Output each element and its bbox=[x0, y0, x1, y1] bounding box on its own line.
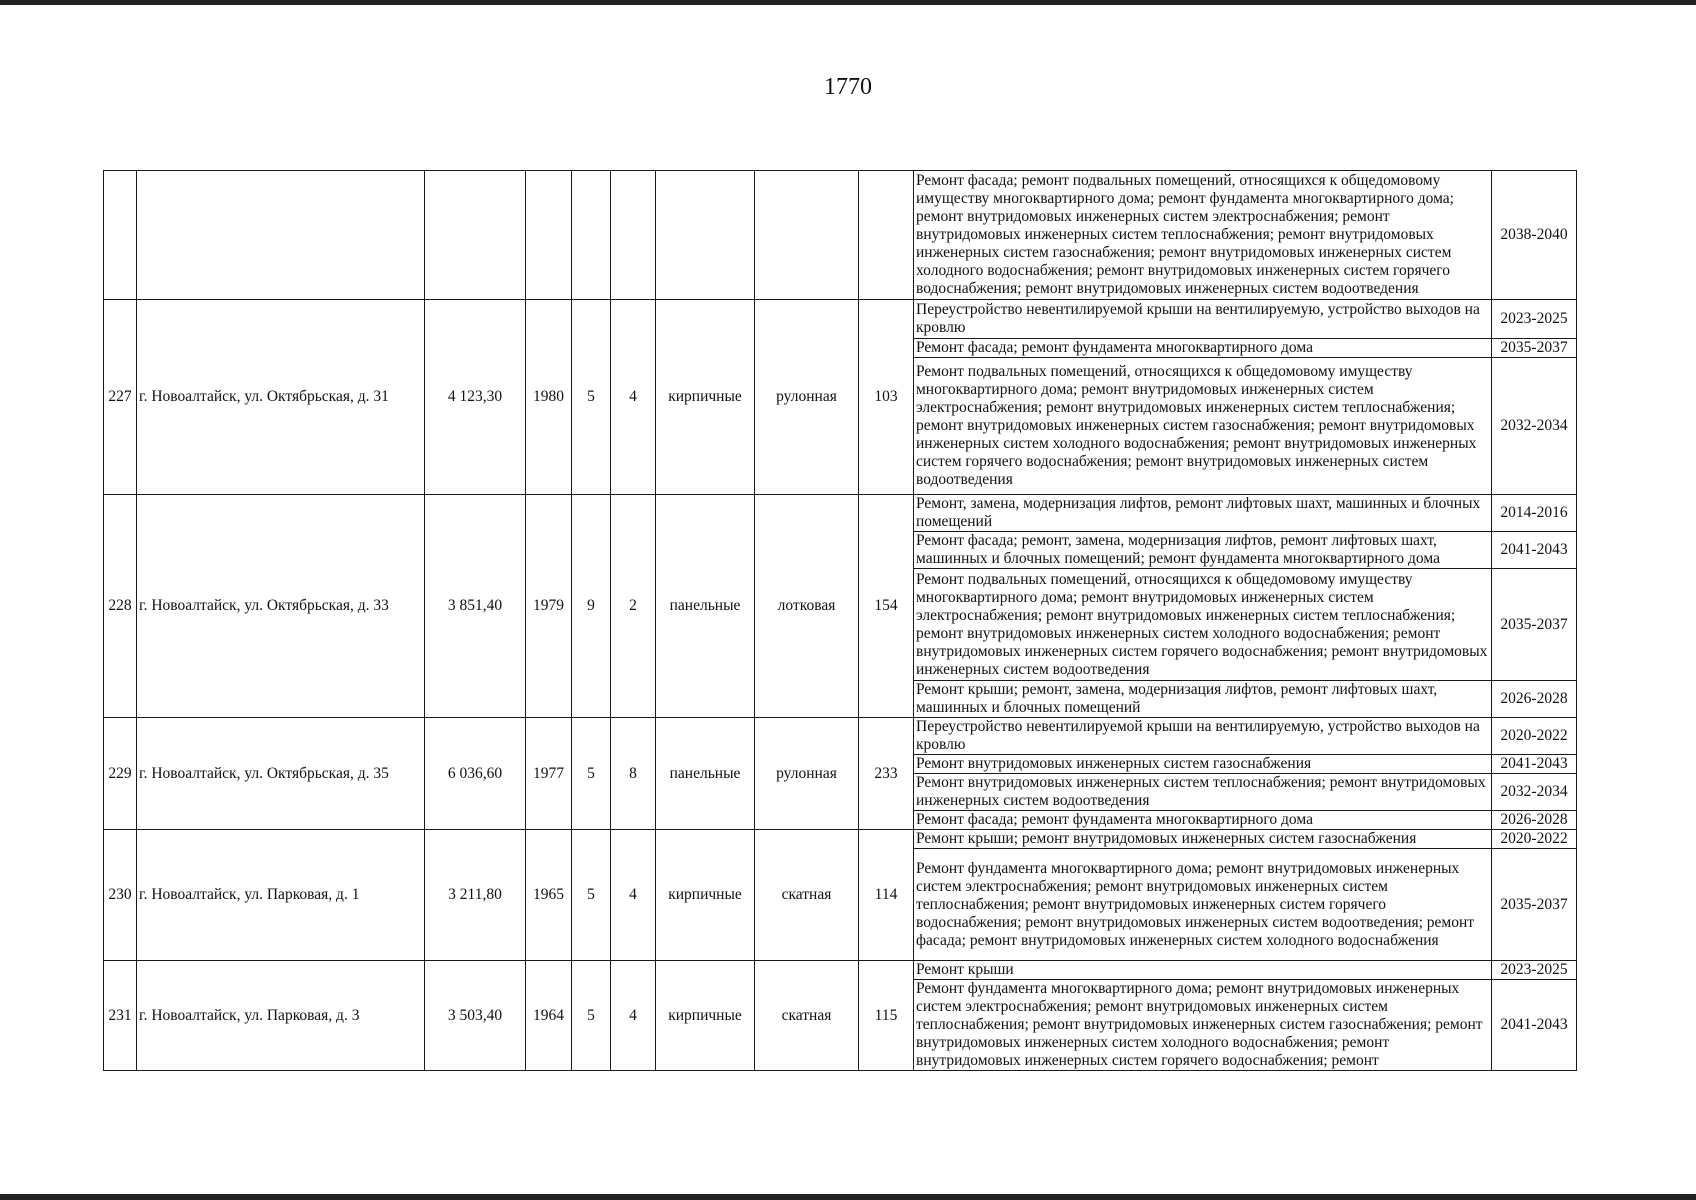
house-year bbox=[526, 171, 572, 300]
repair-works-description: Ремонт фасада; ремонт фундамента многоквартирного дома bbox=[914, 339, 1492, 358]
house-entrances bbox=[611, 171, 656, 300]
table-row bbox=[104, 171, 1577, 300]
repair-works-description: Ремонт фасада; ремонт фундамента многоквартирного дома bbox=[914, 811, 1492, 830]
house-wall-material: панельные bbox=[656, 495, 755, 718]
house-wall-material: кирпичные bbox=[656, 300, 755, 495]
repair-period: 2020-2022 bbox=[1492, 718, 1577, 755]
repair-period: 2023-2025 bbox=[1492, 961, 1577, 980]
repair-works-description: Ремонт крыши; ремонт внутридомовых инженерных систем газоснабжения bbox=[914, 830, 1492, 849]
table-row bbox=[104, 718, 1577, 755]
repair-period: 2032-2034 bbox=[1492, 774, 1577, 811]
house-address bbox=[137, 171, 425, 300]
house-floors: 5 bbox=[572, 300, 611, 495]
repair-period: 2035-2037 bbox=[1492, 849, 1577, 961]
house-number: 231 bbox=[104, 961, 137, 1071]
repair-schedule-table bbox=[103, 170, 1577, 1071]
house-year: 1964 bbox=[526, 961, 572, 1071]
house-wall-material: кирпичные bbox=[656, 961, 755, 1071]
repair-works-description: Ремонт подвальных помещений, относящихся к общедомовому имуществу многоквартирного дома; ремонт внутридомовых инженерных систем электроснабжения; ремонт внутридомовых инженерных систем теплоснабжения; ремонт внутридомовых инженерных систем холодного водоснабжения; ремонт внутридомовых инженерных систем горячего водоснабжения; ремонт внутридомовых инженерных систем водоотведения bbox=[914, 569, 1492, 681]
repair-works-description: Ремонт внутридомовых инженерных систем теплоснабжения; ремонт внутридомовых инженерных систем водоотведения bbox=[914, 774, 1492, 811]
repair-period: 2041-2043 bbox=[1492, 980, 1577, 1071]
house-entrances: 4 bbox=[611, 961, 656, 1071]
house-floors: 5 bbox=[572, 718, 611, 830]
house-number: 227 bbox=[104, 300, 137, 495]
house-roof-type: рулонная bbox=[755, 300, 859, 495]
house-number: 230 bbox=[104, 830, 137, 961]
house-year: 1979 bbox=[526, 495, 572, 718]
house-roof-type: рулонная bbox=[755, 718, 859, 830]
house-roof-type bbox=[755, 171, 859, 300]
house-number bbox=[104, 171, 137, 300]
house-number: 228 bbox=[104, 495, 137, 718]
table-body bbox=[104, 171, 1577, 1071]
repair-period: 2041-2043 bbox=[1492, 755, 1577, 774]
house-address: г. Новоалтайск, ул. Октябрьская, д. 35 bbox=[137, 718, 425, 830]
house-number: 229 bbox=[104, 718, 137, 830]
house-floors: 5 bbox=[572, 961, 611, 1071]
house-area: 3 211,80 bbox=[425, 830, 526, 961]
house-entrances: 4 bbox=[611, 300, 656, 495]
house-area: 6 036,60 bbox=[425, 718, 526, 830]
repair-period: 2041-2043 bbox=[1492, 532, 1577, 569]
repair-period: 2026-2028 bbox=[1492, 681, 1577, 718]
repair-works-description: Ремонт фундамента многоквартирного дома; ремонт внутридомовых инженерных систем электроснабжения; ремонт внутридомовых инженерных систем теплоснабжения; ремонт внутридомовых инженерных систем газоснабжения; ремонт внутридомовых инженерных систем холодного водоснабжения; ремонт внутридомовых инженерных систем горячего водоснабжения; ремонт bbox=[914, 980, 1492, 1071]
house-year: 1965 bbox=[526, 830, 572, 961]
house-address: г. Новоалтайск, ул. Октябрьская, д. 31 bbox=[137, 300, 425, 495]
house-flats: 154 bbox=[859, 495, 914, 718]
scan-bottom-edge bbox=[0, 1194, 1696, 1200]
house-year: 1977 bbox=[526, 718, 572, 830]
house-address: г. Новоалтайск, ул. Октябрьская, д. 33 bbox=[137, 495, 425, 718]
house-flats: 114 bbox=[859, 830, 914, 961]
repair-period: 2020-2022 bbox=[1492, 830, 1577, 849]
repair-works-description: Ремонт фундамента многоквартирного дома; ремонт внутридомовых инженерных систем электроснабжения; ремонт внутридомовых инженерных систем теплоснабжения; ремонт внутридомовых инженерных систем горячего водоснабжения; ремонт внутридомовых инженерных систем водоотведения; ремонт фасада; ремонт внутридомовых инженерных систем холодного водоснабжения bbox=[914, 849, 1492, 961]
house-wall-material: кирпичные bbox=[656, 830, 755, 961]
repair-works-description: Переустройство невентилируемой крыши на вентилируемую, устройство выходов на кровлю bbox=[914, 300, 1492, 339]
table-row bbox=[104, 961, 1577, 980]
house-area: 4 123,30 bbox=[425, 300, 526, 495]
house-wall-material bbox=[656, 171, 755, 300]
house-address: г. Новоалтайск, ул. Парковая, д. 3 bbox=[137, 961, 425, 1071]
house-year: 1980 bbox=[526, 300, 572, 495]
house-floors bbox=[572, 171, 611, 300]
table-row bbox=[104, 495, 1577, 532]
house-area: 3 851,40 bbox=[425, 495, 526, 718]
house-entrances: 4 bbox=[611, 830, 656, 961]
house-entrances: 8 bbox=[611, 718, 656, 830]
repair-period: 2032-2034 bbox=[1492, 358, 1577, 495]
house-entrances: 2 bbox=[611, 495, 656, 718]
house-flats: 115 bbox=[859, 961, 914, 1071]
repair-period: 2035-2037 bbox=[1492, 339, 1577, 358]
repair-period: 2038-2040 bbox=[1492, 171, 1577, 300]
page-number: 1770 bbox=[824, 74, 872, 100]
repair-period: 2014-2016 bbox=[1492, 495, 1577, 532]
repair-works-description: Ремонт фасада; ремонт, замена, модернизация лифтов, ремонт лифтовых шахт, машинных и блочных помещений; ремонт фундамента многоквартирного дома bbox=[914, 532, 1492, 569]
repair-period: 2035-2037 bbox=[1492, 569, 1577, 681]
house-flats: 103 bbox=[859, 300, 914, 495]
repair-works-description: Ремонт внутридомовых инженерных систем газоснабжения bbox=[914, 755, 1492, 774]
repair-works-description: Ремонт крыши bbox=[914, 961, 1492, 980]
repair-works-description: Ремонт крыши; ремонт, замена, модернизация лифтов, ремонт лифтовых шахт, машинных и блочных помещений bbox=[914, 681, 1492, 718]
repair-period: 2026-2028 bbox=[1492, 811, 1577, 830]
table-row bbox=[104, 300, 1577, 339]
house-area: 3 503,40 bbox=[425, 961, 526, 1071]
repair-works-description: Ремонт подвальных помещений, относящихся к общедомовому имуществу многоквартирного дома; ремонт внутридомовых инженерных систем электроснабжения; ремонт внутридомовых инженерных систем теплоснабжения; ремонт внутридомовых инженерных систем газоснабжения; ремонт внутридомовых инженерных систем холодного водоснабжения; ремонт внутридомовых инженерных систем горячего водоснабжения; ремонт внутридомовых инженерных систем водоотведения bbox=[914, 358, 1492, 495]
house-floors: 5 bbox=[572, 830, 611, 961]
repair-works-description: Ремонт, замена, модернизация лифтов, ремонт лифтовых шахт, машинных и блочных помещений bbox=[914, 495, 1492, 532]
house-wall-material: панельные bbox=[656, 718, 755, 830]
house-roof-type: скатная bbox=[755, 961, 859, 1071]
repair-works-description: Переустройство невентилируемой крыши на вентилируемую, устройство выходов на кровлю bbox=[914, 718, 1492, 755]
house-flats bbox=[859, 171, 914, 300]
repair-period: 2023-2025 bbox=[1492, 300, 1577, 339]
scan-top-edge bbox=[0, 0, 1696, 5]
house-roof-type: скатная bbox=[755, 830, 859, 961]
house-floors: 9 bbox=[572, 495, 611, 718]
house-area bbox=[425, 171, 526, 300]
repair-works-description: Ремонт фасада; ремонт подвальных помещений, относящихся к общедомовому имуществу многоквартирного дома; ремонт фундамента многоквартирного дома; ремонт внутридомовых инженерных систем электроснабжения; ремонт внутридомовых инженерных систем теплоснабжения; ремонт внутридомовых инженерных систем газоснабжения; ремонт внутридомовых инженерных систем холодного водоснабжения; ремонт внутридомовых инженерных систем горячего водоснабжения; ремонт внутридомовых инженерных систем водоотведения bbox=[914, 171, 1492, 300]
house-address: г. Новоалтайск, ул. Парковая, д. 1 bbox=[137, 830, 425, 961]
house-roof-type: лотковая bbox=[755, 495, 859, 718]
house-flats: 233 bbox=[859, 718, 914, 830]
table-row bbox=[104, 830, 1577, 849]
